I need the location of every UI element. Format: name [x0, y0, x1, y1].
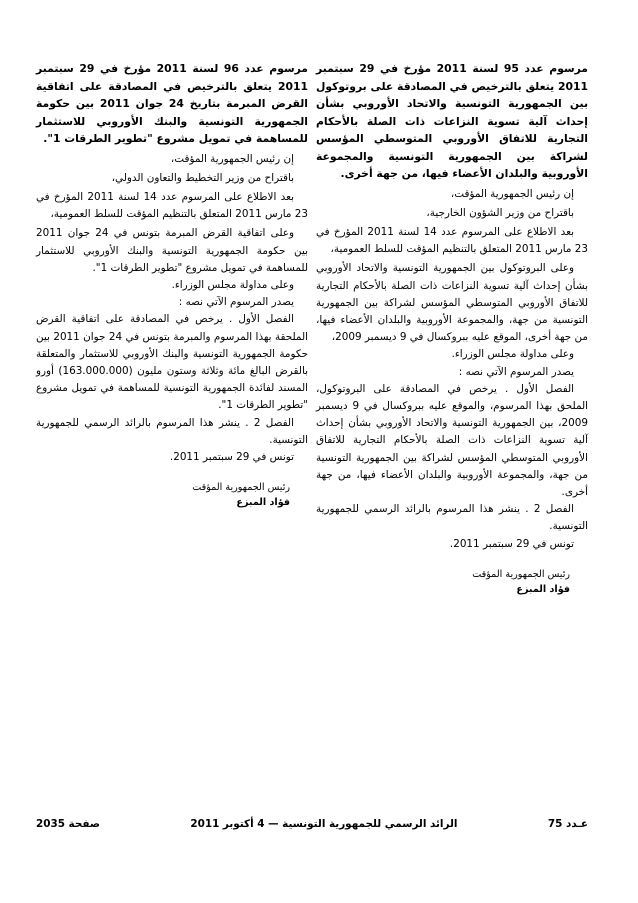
decree-96-review: بعد الاطلاع على المرسوم عدد 14 لسنة 2011 المؤرخ في 23 مارس 2011 المتعلق بالتنظيم المؤقت للسلط العمومية، [36, 190, 308, 221]
decree-96-proposal: باقتراح من وزير التخطيط والتعاون الدولي، [111, 171, 294, 184]
decree-96-deliberation: وعلى مداولة مجلس الوزراء. [171, 278, 294, 291]
decree-96-signature-role: رئيس الجمهورية المؤقت [192, 482, 290, 494]
decree-96-date: تونس في 29 سبتمبر 2011. [169, 450, 294, 463]
decree-95-title: مرسوم عدد 95 لسنة 2011 مؤرخ في 29 سبتمبر 2011 يتعلق بالترخيص في المصادقة على بروتوكول بين الجمهورية التونسية والاتحاد الأوروبي بشأن إحداث آلية تسوية النزاعات ذات الصلة بالأحكام التجارية للاتفاق الأوروبي المتوسطي المؤسس لشراكة بين الجمهورية التونسية والمجموعة الأوروبية والبلدان الأعضاء فيها، من جهة أخرى. [316, 62, 588, 180]
decree-95-issues: يصدر المرسوم الآتي نصه : [458, 365, 574, 378]
decree-96-issues: يصدر المرسوم الآتي نصه : [178, 296, 294, 309]
page-number: صفحة 2035 [36, 818, 100, 830]
decree-95-proposal: باقتراح من وزير الشؤون الخارجية، [426, 206, 574, 219]
decree-95-date: تونس في 29 سبتمبر 2011. [449, 537, 574, 550]
decree-95-signature [316, 567, 588, 597]
decree-95-signature-role: رئيس الجمهورية المؤقت [472, 568, 570, 580]
decree-96-article-1: الفصل الأول . يرخص في المصادقة على اتفاقية القرض الملحقة بهذا المرسوم والمبرمة بتونس في 24 جوان 2011 بين حكومة الجمهورية التونسية والبنك الأوروبي للاستثمار والمتعلقة بالقرض البالغ مائة وثلاثة وستون مليون (163.000.000) أورو المسند لفائدة الجمهورية التونسية للمساهمة في تمويل مشروع "تطوير الطرقات 1". [36, 313, 309, 412]
page-footer [36, 818, 588, 830]
decree-95-deliberation: وعلى مداولة مجلس الوزراء. [451, 348, 574, 361]
decree-95-article-2: الفصل 2 . ينشر هذا المرسوم بالرائد الرسمي للجمهورية التونسية. [316, 503, 588, 533]
decree-96-title: مرسوم عدد 96 لسنة 2011 مؤرخ في 29 سبتمبر 2011 يتعلق بالترخيص في المصادقة على اتفاقية القرض المبرمة بتاريخ 24 جوان 2011 بين حكومة الجمهورية التونسية والبنك الأوروبي للاستثمار للمساهمة في تمويل مشروع "تطوير الطرقات 1". [36, 62, 308, 145]
decree-95-signature-name: فؤاد المبزع [516, 583, 570, 595]
decree-95-review: بعد الاطلاع على المرسوم عدد 14 لسنة 2011 المؤرخ في 23 مارس 2011 المتعلق بالتنظيم المؤقت للسلط العمومية، [316, 225, 588, 256]
decree-95-preamble-president: إن رئيس الجمهورية المؤقت، [450, 187, 574, 200]
decree-96-signature-name: فؤاد المبزع [236, 497, 290, 509]
gazette-title-date: الرائد الرسمي للجمهورية التونسية — 4 أكتوبر 2011 [190, 818, 458, 830]
decree-96-preamble-president: إن رئيس الجمهورية المؤقت، [170, 152, 294, 165]
decree-96-signature [36, 480, 308, 510]
decree-95-column [316, 60, 588, 597]
decree-96-agreement: وعلى اتفاقية القرض المبرمة بتونس في 24 جوان 2011 بين حكومة الجمهورية التونسية والبنك الأوروبي للاستثمار للمساهمة في تمويل مشروع "تطوير الطرقات 1". [36, 227, 308, 274]
decree-96-article-2: الفصل 2 . ينشر هذا المرسوم بالرائد الرسمي للجمهورية التونسية. [36, 416, 308, 446]
issue-number: عـدد 75 [547, 818, 588, 830]
decree-95-protocol: وعلى البروتوكول بين الجمهورية التونسية والاتحاد الأوروبي بشأن إحداث آلية تسوية النزاعات ذات الصلة بالأحكام التجارية للاتفاق الأوروبي المتوسطي المؤسس لشراكة بين الجمهورية التونسية من جهة، والمجموعة الأوروبية والبلدان الأعضاء فيها، من جهة أخرى، الموقع عليه ببروكسال في 9 ديسمبر 2009، [316, 262, 588, 344]
decree-95-article-1: الفصل الأول . يرخص في المصادقة على البروتوكول، الملحق بهذا المرسوم، والموقع عليه ببروكسال في 9 ديسمبر 2009، بين الجمهورية التونسية والاتحاد الأوروبي بشأن إحداث آلية تسوية النزاعات ذات الصلة بالأحكام التجارية للاتفاق الأوروبي المتوسطي المؤسس لشراكة بين الجمهورية التونسية من جهة، والمجموعة الأوروبية والبلدان الأعضاء فيها، من جهة أخرى. [316, 382, 588, 498]
decree-96-column [36, 60, 308, 510]
